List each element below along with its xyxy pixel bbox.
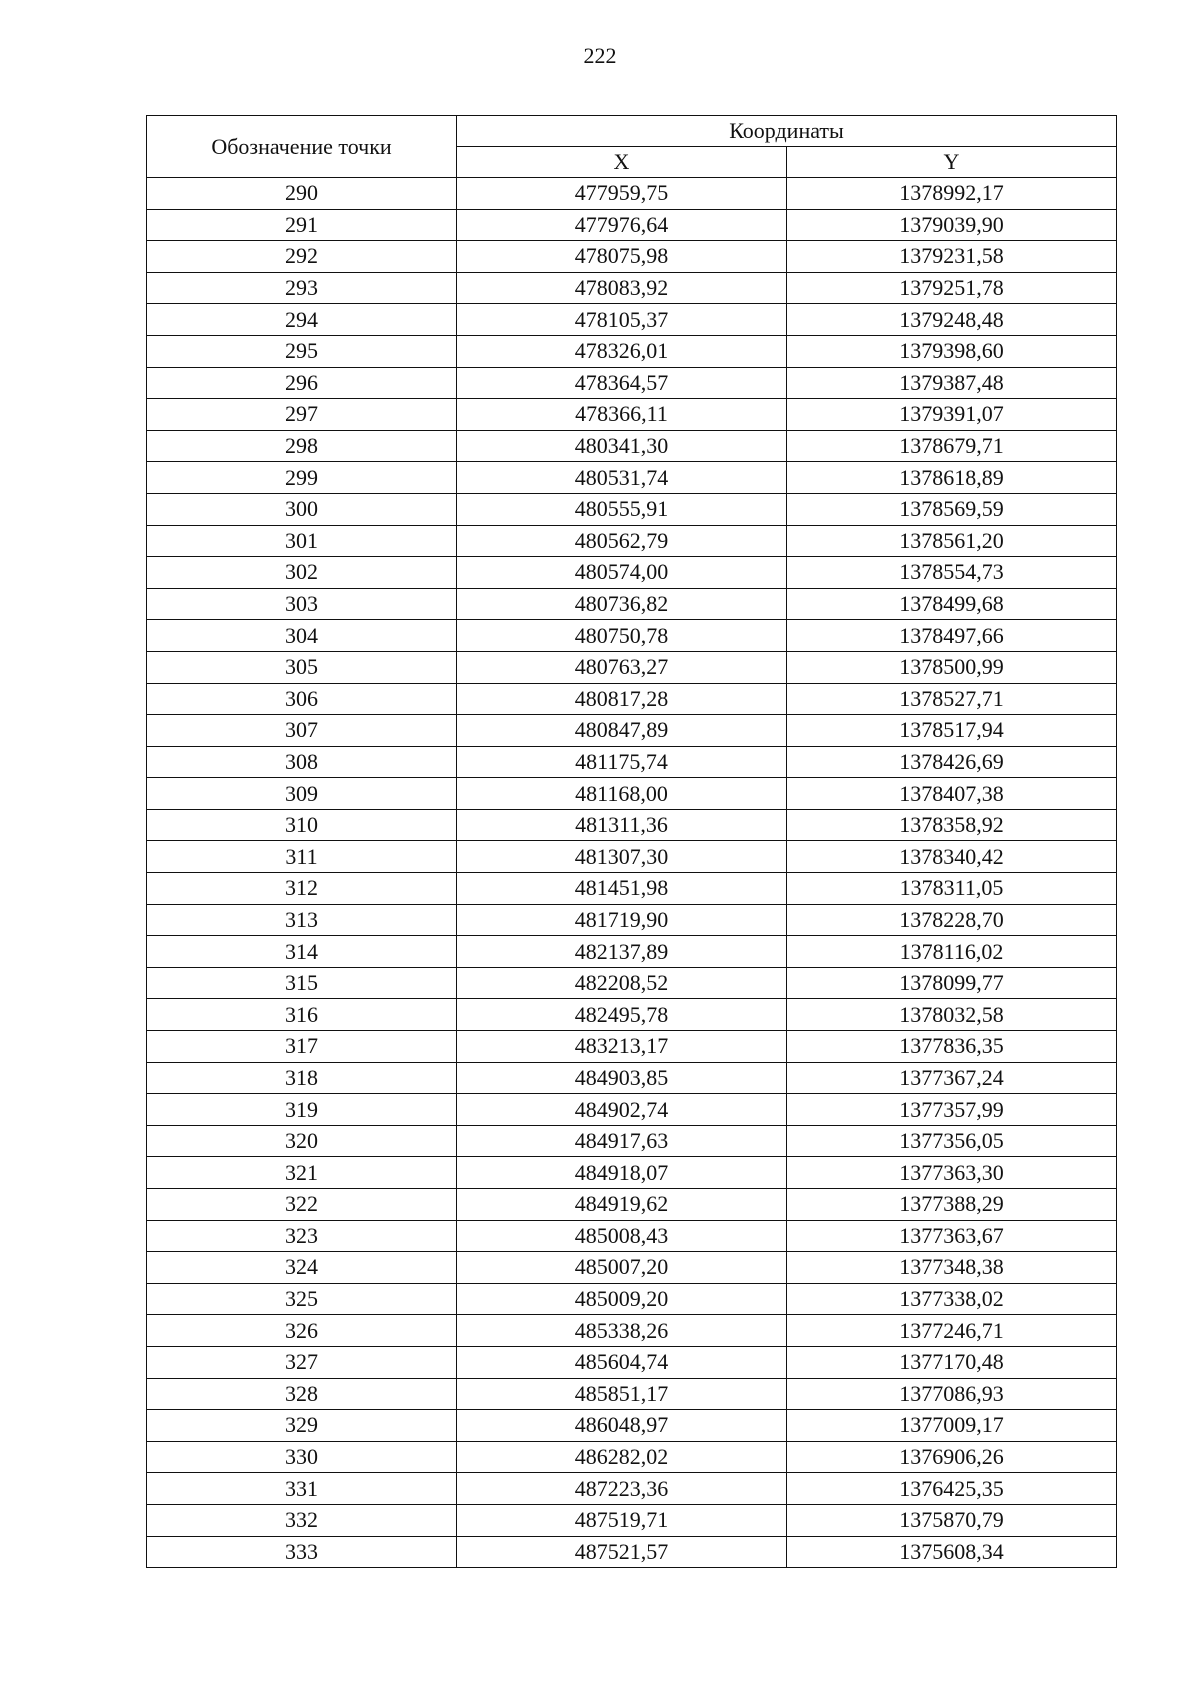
x-coordinate-cell: 481719,90	[457, 904, 787, 936]
point-cell: 323	[147, 1220, 457, 1252]
y-coordinate-cell: 1377363,67	[787, 1220, 1117, 1252]
x-coordinate-cell: 480341,30	[457, 430, 787, 462]
y-coordinate-cell: 1379039,90	[787, 209, 1117, 241]
table-row	[147, 1504, 1117, 1536]
table-row	[147, 1283, 1117, 1315]
x-coordinate-cell: 487223,36	[457, 1473, 787, 1505]
x-coordinate-cell: 485851,17	[457, 1378, 787, 1410]
x-coordinate-cell: 484902,74	[457, 1094, 787, 1126]
point-cell: 328	[147, 1378, 457, 1410]
point-cell: 309	[147, 778, 457, 810]
table-row	[147, 1410, 1117, 1442]
point-cell: 308	[147, 746, 457, 778]
table-row	[147, 1473, 1117, 1505]
point-cell: 325	[147, 1283, 457, 1315]
y-coordinate-cell: 1377246,71	[787, 1315, 1117, 1347]
table-row	[147, 1031, 1117, 1063]
point-cell: 290	[147, 178, 457, 210]
point-cell: 294	[147, 304, 457, 336]
point-cell: 326	[147, 1315, 457, 1347]
y-coordinate-cell: 1379391,07	[787, 399, 1117, 431]
table-row	[147, 1189, 1117, 1221]
y-coordinate-cell: 1377170,48	[787, 1346, 1117, 1378]
point-cell: 311	[147, 841, 457, 873]
y-coordinate-cell: 1378358,92	[787, 809, 1117, 841]
point-cell: 297	[147, 399, 457, 431]
table-row	[147, 178, 1117, 210]
table-row	[147, 1441, 1117, 1473]
table-row	[147, 746, 1117, 778]
point-cell: 292	[147, 241, 457, 273]
y-coordinate-cell: 1378569,59	[787, 493, 1117, 525]
point-cell: 310	[147, 809, 457, 841]
table-row	[147, 399, 1117, 431]
x-coordinate-cell: 482137,89	[457, 936, 787, 968]
x-coordinate-cell: 486048,97	[457, 1410, 787, 1442]
coordinates-header: Координаты	[457, 116, 1117, 147]
y-coordinate-cell: 1377836,35	[787, 1031, 1117, 1063]
table-row	[147, 1315, 1117, 1347]
y-coordinate-cell: 1378099,77	[787, 967, 1117, 999]
table-row	[147, 873, 1117, 905]
point-cell: 312	[147, 873, 457, 905]
y-coordinate-cell: 1379231,58	[787, 241, 1117, 273]
y-coordinate-cell: 1378311,05	[787, 873, 1117, 905]
point-cell: 320	[147, 1125, 457, 1157]
point-cell: 313	[147, 904, 457, 936]
x-coordinate-cell: 478366,11	[457, 399, 787, 431]
table-row	[147, 1157, 1117, 1189]
point-cell: 296	[147, 367, 457, 399]
table-row	[147, 1536, 1117, 1568]
point-cell: 304	[147, 620, 457, 652]
x-coordinate-cell: 478364,57	[457, 367, 787, 399]
y-coordinate-cell: 1379248,48	[787, 304, 1117, 336]
point-cell: 306	[147, 683, 457, 715]
x-coordinate-cell: 485009,20	[457, 1283, 787, 1315]
y-coordinate-cell: 1377009,17	[787, 1410, 1117, 1442]
point-cell: 318	[147, 1062, 457, 1094]
x-coordinate-cell: 480763,27	[457, 651, 787, 683]
y-coordinate-cell: 1378561,20	[787, 525, 1117, 557]
point-cell: 295	[147, 335, 457, 367]
x-coordinate-cell: 480817,28	[457, 683, 787, 715]
y-coordinate-cell: 1377356,05	[787, 1125, 1117, 1157]
x-coordinate-cell: 482208,52	[457, 967, 787, 999]
y-coordinate-cell: 1377363,30	[787, 1157, 1117, 1189]
y-coordinate-cell: 1378500,99	[787, 651, 1117, 683]
point-cell: 305	[147, 651, 457, 683]
x-coordinate-cell: 484903,85	[457, 1062, 787, 1094]
y-coordinate-cell: 1378340,42	[787, 841, 1117, 873]
x-coordinate-cell: 478083,92	[457, 272, 787, 304]
point-cell: 315	[147, 967, 457, 999]
y-coordinate-cell: 1378116,02	[787, 936, 1117, 968]
point-cell: 316	[147, 999, 457, 1031]
table-row	[147, 1094, 1117, 1126]
y-coordinate-cell: 1378517,94	[787, 715, 1117, 747]
x-coordinate-cell: 481451,98	[457, 873, 787, 905]
y-coordinate-cell: 1375608,34	[787, 1536, 1117, 1568]
point-cell: 317	[147, 1031, 457, 1063]
table-row	[147, 1378, 1117, 1410]
y-coordinate-cell: 1377388,29	[787, 1189, 1117, 1221]
x-coordinate-cell: 480562,79	[457, 525, 787, 557]
y-coordinate-cell: 1377357,99	[787, 1094, 1117, 1126]
y-coordinate-cell: 1379398,60	[787, 335, 1117, 367]
table-row	[147, 936, 1117, 968]
point-cell: 314	[147, 936, 457, 968]
x-coordinate-cell: 481307,30	[457, 841, 787, 873]
table-row	[147, 304, 1117, 336]
table-row	[147, 1346, 1117, 1378]
y-coordinate-cell: 1378527,71	[787, 683, 1117, 715]
y-coordinate-cell: 1378497,66	[787, 620, 1117, 652]
y-coordinate-cell: 1378554,73	[787, 557, 1117, 589]
x-coordinate-cell: 480736,82	[457, 588, 787, 620]
table-row	[147, 272, 1117, 304]
table-header	[147, 116, 1117, 178]
page-number: 222	[583, 43, 617, 68]
x-coordinate-cell: 480847,89	[457, 715, 787, 747]
point-cell: 322	[147, 1189, 457, 1221]
point-cell: 307	[147, 715, 457, 747]
x-coordinate-cell: 478105,37	[457, 304, 787, 336]
table-row	[147, 493, 1117, 525]
point-cell: 329	[147, 1410, 457, 1442]
x-coordinate-cell: 485338,26	[457, 1315, 787, 1347]
y-coordinate-cell: 1376425,35	[787, 1473, 1117, 1505]
point-cell: 299	[147, 462, 457, 494]
table-row	[147, 999, 1117, 1031]
point-cell: 300	[147, 493, 457, 525]
table-row	[147, 462, 1117, 494]
table-row	[147, 683, 1117, 715]
y-coordinate-cell: 1378228,70	[787, 904, 1117, 936]
table-row	[147, 651, 1117, 683]
x-coordinate-cell: 485604,74	[457, 1346, 787, 1378]
y-column-header: Y	[787, 147, 1117, 178]
x-coordinate-cell: 477959,75	[457, 178, 787, 210]
y-coordinate-cell: 1378032,58	[787, 999, 1117, 1031]
x-coordinate-cell: 485007,20	[457, 1252, 787, 1284]
point-cell: 291	[147, 209, 457, 241]
point-cell: 331	[147, 1473, 457, 1505]
table-row	[147, 335, 1117, 367]
x-coordinate-cell: 480574,00	[457, 557, 787, 589]
x-coordinate-cell: 478326,01	[457, 335, 787, 367]
table-row	[147, 620, 1117, 652]
table-row	[147, 367, 1117, 399]
x-coordinate-cell: 484917,63	[457, 1125, 787, 1157]
table-row	[147, 1220, 1117, 1252]
y-coordinate-cell: 1378499,68	[787, 588, 1117, 620]
y-coordinate-cell: 1378679,71	[787, 430, 1117, 462]
x-coordinate-cell: 486282,02	[457, 1441, 787, 1473]
table-row	[147, 778, 1117, 810]
point-cell: 298	[147, 430, 457, 462]
x-coordinate-cell: 483213,17	[457, 1031, 787, 1063]
x-coordinate-cell: 480555,91	[457, 493, 787, 525]
coordinates-table	[146, 115, 1117, 1568]
table-row	[147, 241, 1117, 273]
y-coordinate-cell: 1377348,38	[787, 1252, 1117, 1284]
x-coordinate-cell: 485008,43	[457, 1220, 787, 1252]
y-coordinate-cell: 1376906,26	[787, 1441, 1117, 1473]
point-cell: 319	[147, 1094, 457, 1126]
y-coordinate-cell: 1379251,78	[787, 272, 1117, 304]
table-row	[147, 557, 1117, 589]
x-coordinate-cell: 481311,36	[457, 809, 787, 841]
x-coordinate-cell: 480531,74	[457, 462, 787, 494]
x-coordinate-cell: 481175,74	[457, 746, 787, 778]
point-cell: 293	[147, 272, 457, 304]
point-designation-header: Обозначение точки	[147, 116, 457, 178]
table-row	[147, 1125, 1117, 1157]
table-row	[147, 430, 1117, 462]
x-coordinate-cell: 484919,62	[457, 1189, 787, 1221]
x-coordinate-cell: 480750,78	[457, 620, 787, 652]
point-cell: 330	[147, 1441, 457, 1473]
point-cell: 303	[147, 588, 457, 620]
x-coordinate-cell: 484918,07	[457, 1157, 787, 1189]
table-row	[147, 841, 1117, 873]
table-body	[147, 178, 1117, 1568]
x-coordinate-cell: 477976,64	[457, 209, 787, 241]
point-cell: 324	[147, 1252, 457, 1284]
table-row	[147, 904, 1117, 936]
point-cell: 301	[147, 525, 457, 557]
y-coordinate-cell: 1379387,48	[787, 367, 1117, 399]
table-row	[147, 715, 1117, 747]
x-coordinate-cell: 482495,78	[457, 999, 787, 1031]
y-coordinate-cell: 1377367,24	[787, 1062, 1117, 1094]
table-row	[147, 967, 1117, 999]
table-row	[147, 525, 1117, 557]
y-coordinate-cell: 1378618,89	[787, 462, 1117, 494]
x-coordinate-cell: 478075,98	[457, 241, 787, 273]
table-row	[147, 1252, 1117, 1284]
table-row	[147, 1062, 1117, 1094]
y-coordinate-cell: 1375870,79	[787, 1504, 1117, 1536]
point-cell: 302	[147, 557, 457, 589]
point-cell: 321	[147, 1157, 457, 1189]
point-cell: 333	[147, 1536, 457, 1568]
x-coordinate-cell: 487521,57	[457, 1536, 787, 1568]
x-coordinate-cell: 481168,00	[457, 778, 787, 810]
table-row	[147, 209, 1117, 241]
x-column-header: X	[457, 147, 787, 178]
y-coordinate-cell: 1377086,93	[787, 1378, 1117, 1410]
point-cell: 332	[147, 1504, 457, 1536]
x-coordinate-cell: 487519,71	[457, 1504, 787, 1536]
point-cell: 327	[147, 1346, 457, 1378]
y-coordinate-cell: 1377338,02	[787, 1283, 1117, 1315]
y-coordinate-cell: 1378426,69	[787, 746, 1117, 778]
y-coordinate-cell: 1378407,38	[787, 778, 1117, 810]
y-coordinate-cell: 1378992,17	[787, 178, 1117, 210]
table-row	[147, 809, 1117, 841]
table-row	[147, 588, 1117, 620]
